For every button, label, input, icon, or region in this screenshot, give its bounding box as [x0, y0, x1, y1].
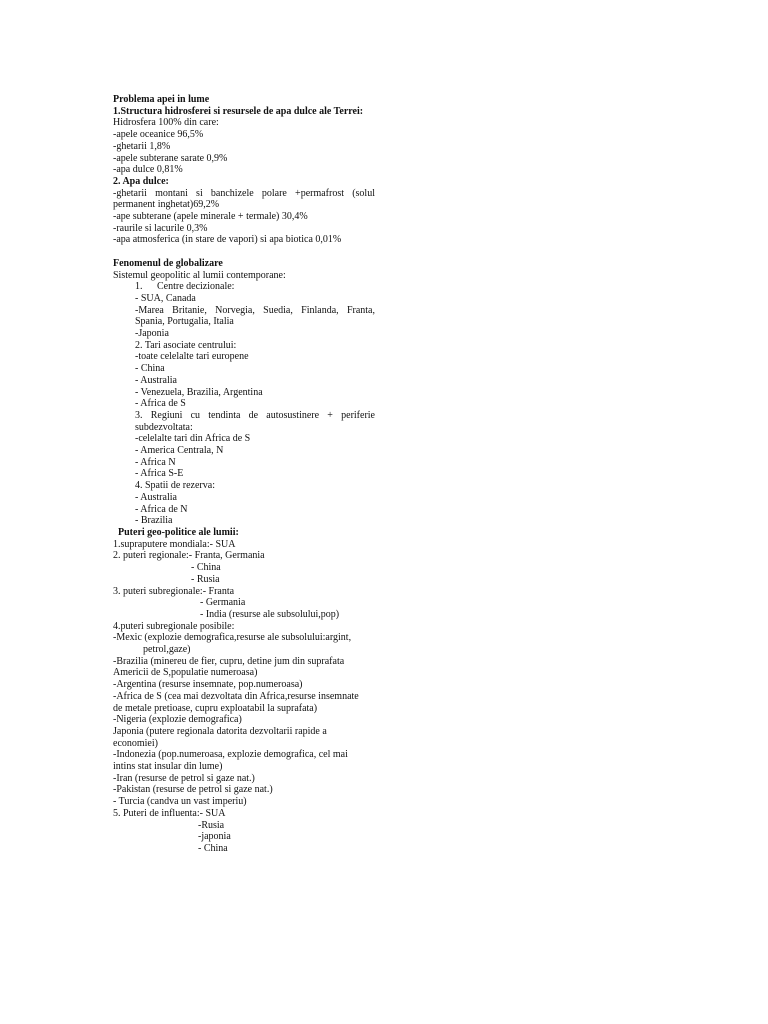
list-item: -Rusia — [198, 819, 225, 831]
section-title-water: Problema apei in lume — [113, 94, 210, 105]
list-item: - Australia — [135, 491, 177, 503]
text-line: petrol,gaze) — [143, 644, 191, 656]
text-line: permanent inghetat)69,2% — [113, 199, 220, 211]
text-line: -apa dulce 0,81% — [113, 164, 183, 176]
list-item: - China — [198, 842, 228, 854]
text-line: Sistemul geopolitic al lumii contemporane: — [113, 269, 286, 281]
text-line: -ghetarii montani si banchizele polare +permafrost (solul — [113, 187, 375, 199]
text-line: -Nigeria (explozie demografica) — [113, 714, 242, 726]
list-item: -toate celelalte tari europene — [135, 351, 249, 363]
list-item: - SUA, Canada — [135, 292, 196, 304]
list-item: - Australia — [135, 374, 177, 386]
list-item-heading: 4. Spatii de rezerva: — [135, 480, 215, 492]
spacer — [113, 246, 375, 258]
list-item: -Marea Britanie, Norvegia, Suedia, Finlanda, Franta, — [135, 304, 375, 316]
text-line: Hidrosfera 100% din care: — [113, 117, 219, 129]
list-item: - America Centrala, N — [135, 445, 224, 457]
list-item: - Africa de S — [135, 398, 186, 410]
list-item: - China — [191, 562, 221, 574]
text-line: -Indonezia (pop.numeroasa, explozie demografica, cel mai — [113, 749, 348, 761]
text-line: -apele oceanice 96,5% — [113, 129, 204, 141]
list-number: 1. — [135, 281, 143, 293]
text-line: 2. puteri regionale:- Franta, Germania — [113, 550, 265, 562]
list-item: - Brazilia — [135, 515, 173, 527]
list-item: - Africa de N — [135, 503, 188, 515]
list-item-heading: 3. Regiuni cu tendinta de autosustinere + periferie — [135, 409, 375, 421]
text-line: Japonia (putere regionala datorita dezvoltarii rapide a — [113, 725, 327, 737]
text-line: -Iran (resurse de petrol si gaze nat.) — [113, 772, 255, 784]
list-item-heading: 2. Tari asociate centrului: — [135, 339, 237, 351]
text-line: 4.puteri subregionale posibile: — [113, 620, 235, 632]
list-item: -celelalte tari din Africa de S — [135, 433, 251, 445]
text-line: economiei) — [113, 737, 158, 749]
text-line: -apele subterane sarate 0,9% — [113, 152, 228, 164]
text-line: -ghetarii 1,8% — [113, 140, 171, 152]
text-line: intins stat insular din lume) — [113, 761, 223, 773]
list-item: -japonia — [198, 831, 231, 843]
list-item: - Rusia — [191, 573, 220, 585]
text-line: -Africa de S (cea mai dezvoltata din Africa,resurse insemnate — [113, 690, 359, 702]
list-item-heading — [113, 281, 375, 293]
text-line: - Turcia (candva un vast imperiu) — [113, 796, 247, 808]
list-item: - Venezuela, Brazilia, Argentina — [135, 386, 263, 398]
section-title-powers: Puteri geo-politice ale lumii: — [118, 527, 239, 538]
list-item: - India (resurse ale subsolului,pop) — [200, 608, 340, 620]
text-line: -Mexic (explozie demografica,resurse ale subsolului:argint, — [113, 632, 352, 644]
list-item: Spania, Portugalia, Italia — [135, 316, 234, 328]
text-line: -Argentina (resurse insemnate, pop.numeroasa) — [113, 679, 303, 691]
text-line: -Brazilia (minereu de fier, cupru, detine jum din suprafata — [113, 655, 345, 667]
text-line: Americii de S,populatie numeroasa) — [113, 667, 258, 679]
list-item: -Japonia — [135, 328, 169, 340]
text-line: -ape subterane (apele minerale + termale) 30,4% — [113, 211, 308, 223]
text-line: -Pakistan (resurse de petrol si gaze nat.) — [113, 784, 273, 796]
text-line: -raurile si lacurile 0,3% — [113, 222, 208, 234]
text-line: 1.supraputere mondiala:- SUA — [113, 538, 236, 550]
list-item: - Germania — [200, 597, 246, 609]
text-line: de metale pretioase, cupru exploatabil la suprafata) — [113, 702, 318, 714]
document-body — [113, 94, 375, 855]
list-item-heading: subdezvoltata: — [135, 421, 193, 433]
heading-fresh-water: 2. Apa dulce: — [113, 175, 169, 187]
list-item: - Africa N — [135, 456, 176, 468]
list-item: - China — [135, 363, 165, 375]
list-item-label: Centre decizionale: — [157, 281, 235, 293]
text-line: -apa atmosferica (in stare de vapori) si apa biotica 0,01% — [113, 234, 342, 246]
text-line: 3. puteri subregionale:- Franta — [113, 585, 235, 597]
section-title-globalization: Fenomenul de globalizare — [113, 257, 223, 269]
list-item: - Africa S-E — [135, 468, 184, 480]
text-line: 5. Puteri de influenta:- SUA — [113, 807, 226, 819]
heading-hydrosphere: 1.Structura hidrosferei si resursele de apa dulce ale Terrei: — [113, 105, 364, 117]
